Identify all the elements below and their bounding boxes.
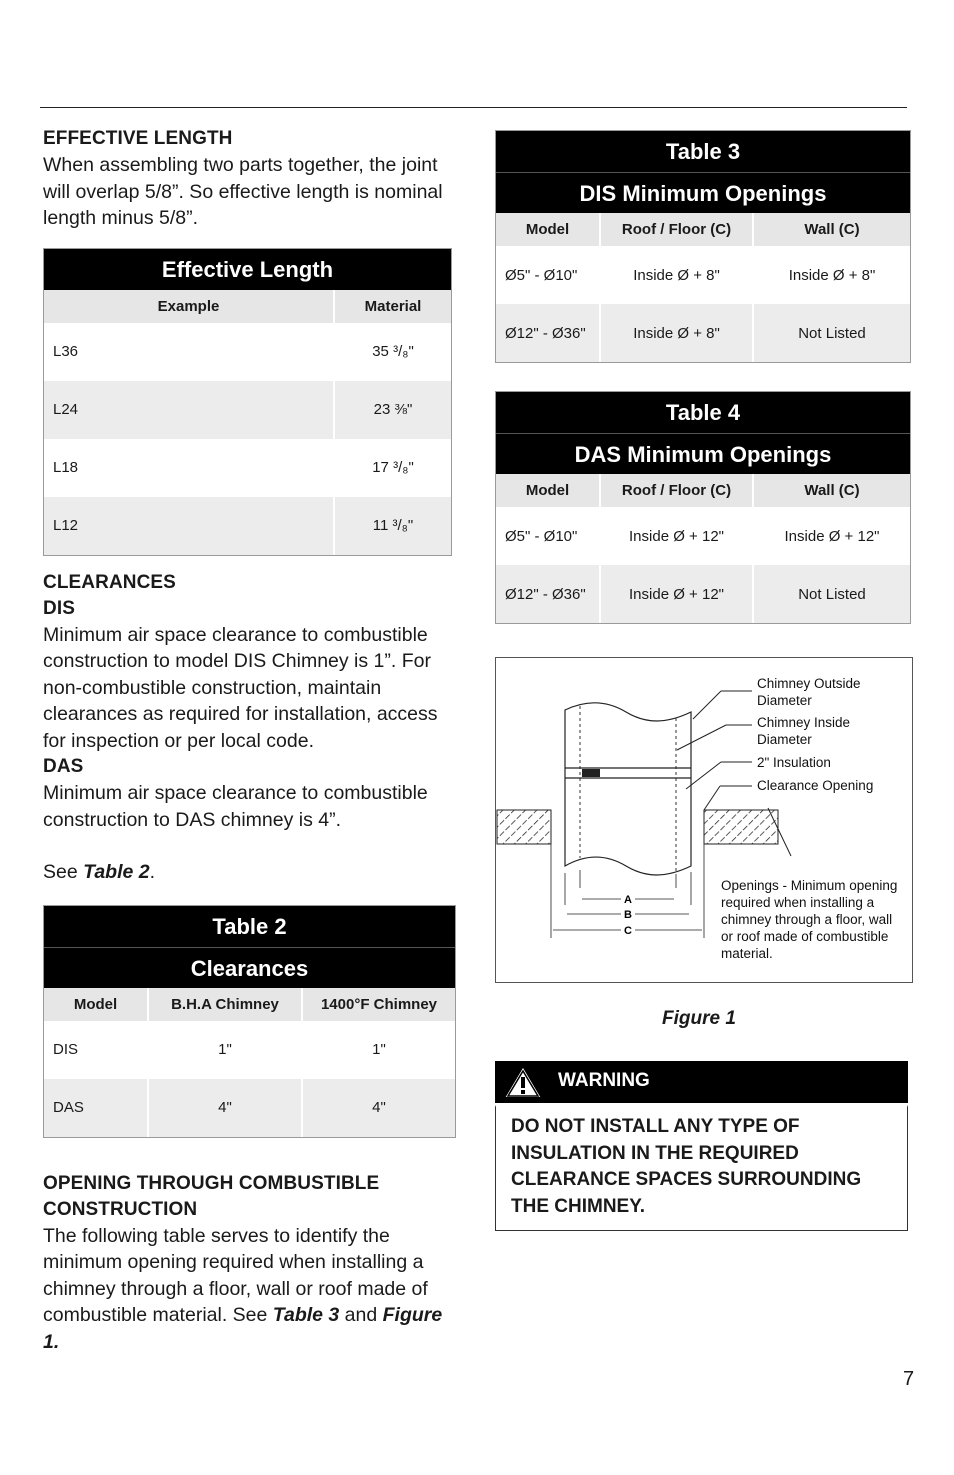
table-cell: Inside Ø + 12" [600, 507, 753, 565]
opening-text: The following table serves to identify the minimum opening required when installing a chimney through a floor, wall or roof made of combustible material. See Table 3 and Figure 1. [43, 1224, 443, 1353]
effective-length-heading: EFFECTIVE LENGTH [43, 128, 233, 149]
table-title: Table 3 [496, 131, 910, 172]
dimension-c: C [624, 925, 632, 937]
table-cell: 17 ³/₈" [334, 439, 451, 497]
table-row [44, 1021, 455, 1079]
table-row [44, 439, 451, 497]
table-cell: Inside Ø + 8" [600, 246, 753, 304]
effective-length-table [43, 248, 452, 556]
table-cell: 35 ³/₈" [334, 323, 451, 381]
das-heading: DAS [43, 756, 84, 777]
warning-icon [501, 1063, 545, 1101]
table-cell: 1" [148, 1021, 302, 1079]
table-row [44, 497, 451, 555]
table-cell: Ø5" - Ø10" [505, 527, 578, 545]
table-subtitle: DAS Minimum Openings [496, 433, 910, 474]
table-cell: L24 [44, 381, 334, 439]
column-header: Wall (C) [753, 213, 910, 246]
label-outside-diameter: Chimney Outside Diameter [757, 676, 861, 708]
table-title: Effective Length [44, 249, 451, 290]
left-construction [497, 810, 551, 844]
right-construction [704, 810, 778, 844]
table-cell: 1" [302, 1021, 455, 1079]
chimney-body [565, 703, 691, 875]
table-cell: Not Listed [753, 304, 910, 362]
column-header: Example [44, 290, 334, 323]
page-number: 7 [903, 1368, 915, 1390]
figure-1-reference: Figure 1. [43, 1304, 443, 1353]
table-cell: Ø5" - Ø10" [505, 266, 578, 284]
table-3-reference: Table 3 [272, 1304, 340, 1326]
table-row [496, 565, 910, 623]
warning-box [495, 1061, 908, 1231]
table-row [44, 381, 451, 439]
opening-heading: OPENING THROUGH COMBUSTIBLE CONSTRUCTION [43, 1172, 380, 1220]
column-header: Wall (C) [753, 474, 910, 507]
table-cell: 4" [302, 1079, 455, 1137]
column-header: Roof / Floor (C) [600, 474, 753, 507]
table-cell: Ø12" - Ø36" [496, 304, 600, 362]
column-header: Roof / Floor (C) [600, 213, 753, 246]
warning-title: WARNING [558, 1070, 650, 1091]
label-inside-diameter: Chimney Inside Diameter [757, 715, 851, 747]
dis-heading: DIS [43, 597, 75, 619]
table-cell: L12 [44, 497, 334, 555]
label-openings-note: Openings - Minimum opening required when installing a chimney through a floor, wall or roof made of combustible material. [721, 878, 898, 961]
column-header: Model [496, 213, 600, 246]
table-cell: Inside Ø + 8" [600, 304, 753, 362]
table-row [44, 323, 451, 381]
figure-caption: Figure 1 [662, 1008, 736, 1029]
table-4 [495, 391, 911, 624]
left-column [43, 126, 453, 1355]
table-3 [495, 130, 911, 363]
table-2 [43, 905, 456, 1138]
column-header: Model [496, 474, 600, 507]
table-row [496, 507, 910, 565]
table-title: Table 4 [496, 392, 910, 433]
dis-text: Minimum air space clearance to combustible construction to model DIS Chimney is 1”. For non-combustible construction, maintain clearances as required for installation, access for inspection or per local code. [43, 623, 438, 752]
header-rule [40, 107, 907, 108]
column-header: 1400°F Chimney [302, 988, 455, 1021]
table-subtitle: DIS Minimum Openings [496, 172, 910, 213]
band-clamp [582, 769, 600, 777]
warning-header [495, 1061, 908, 1103]
table-cell: 11 ³/₈" [334, 497, 451, 555]
table-subtitle: Clearances [44, 947, 455, 988]
clearances-heading: CLEARANCES [43, 571, 176, 593]
table-cell: Not Listed [753, 565, 910, 623]
table-cell: L36 [53, 343, 79, 360]
table-row [496, 304, 910, 362]
table-cell: Ø12" - Ø36" [496, 565, 600, 623]
right-column [495, 130, 911, 624]
label-insulation: 2" Insulation [757, 755, 831, 770]
warning-text: DO NOT INSTALL ANY TYPE OF INSULATION IN THE REQUIRED CLEARANCE SPACES SURROUNDING THE CHIMNEY. [495, 1105, 908, 1231]
table-title: Table 2 [44, 906, 455, 947]
figure-1 [495, 657, 913, 983]
column-header: Model [44, 988, 148, 1021]
dimension-b: B [624, 909, 632, 921]
table-cell: Inside Ø + 8" [753, 246, 910, 304]
das-text: Minimum air space clearance to combustible construction to DAS chimney is 4”. [43, 782, 428, 831]
effective-length-text: When assembling two parts together, the joint will overlap 5/8”. So effective length is nominal length minus 5/8”. [43, 154, 443, 229]
label-clearance-opening: Clearance Opening [757, 778, 874, 793]
table-cell: Inside Ø + 12" [753, 507, 910, 565]
column-header: B.H.A Chimney [148, 988, 302, 1021]
dimension-a: A [624, 894, 632, 906]
table-row [496, 246, 910, 304]
column-header: Material [334, 290, 451, 323]
table-cell: Inside Ø + 12" [600, 565, 753, 623]
table-2-reference: Table 2 [83, 861, 150, 883]
table-cell: DIS [53, 1041, 79, 1058]
table-cell: DAS [44, 1079, 148, 1137]
see-table-2: See Table 2. [43, 861, 156, 883]
table-cell: 4" [148, 1079, 302, 1137]
table-row [44, 1079, 455, 1137]
table-cell: 23 ⅜" [334, 381, 451, 439]
table-cell: L18 [53, 459, 79, 476]
